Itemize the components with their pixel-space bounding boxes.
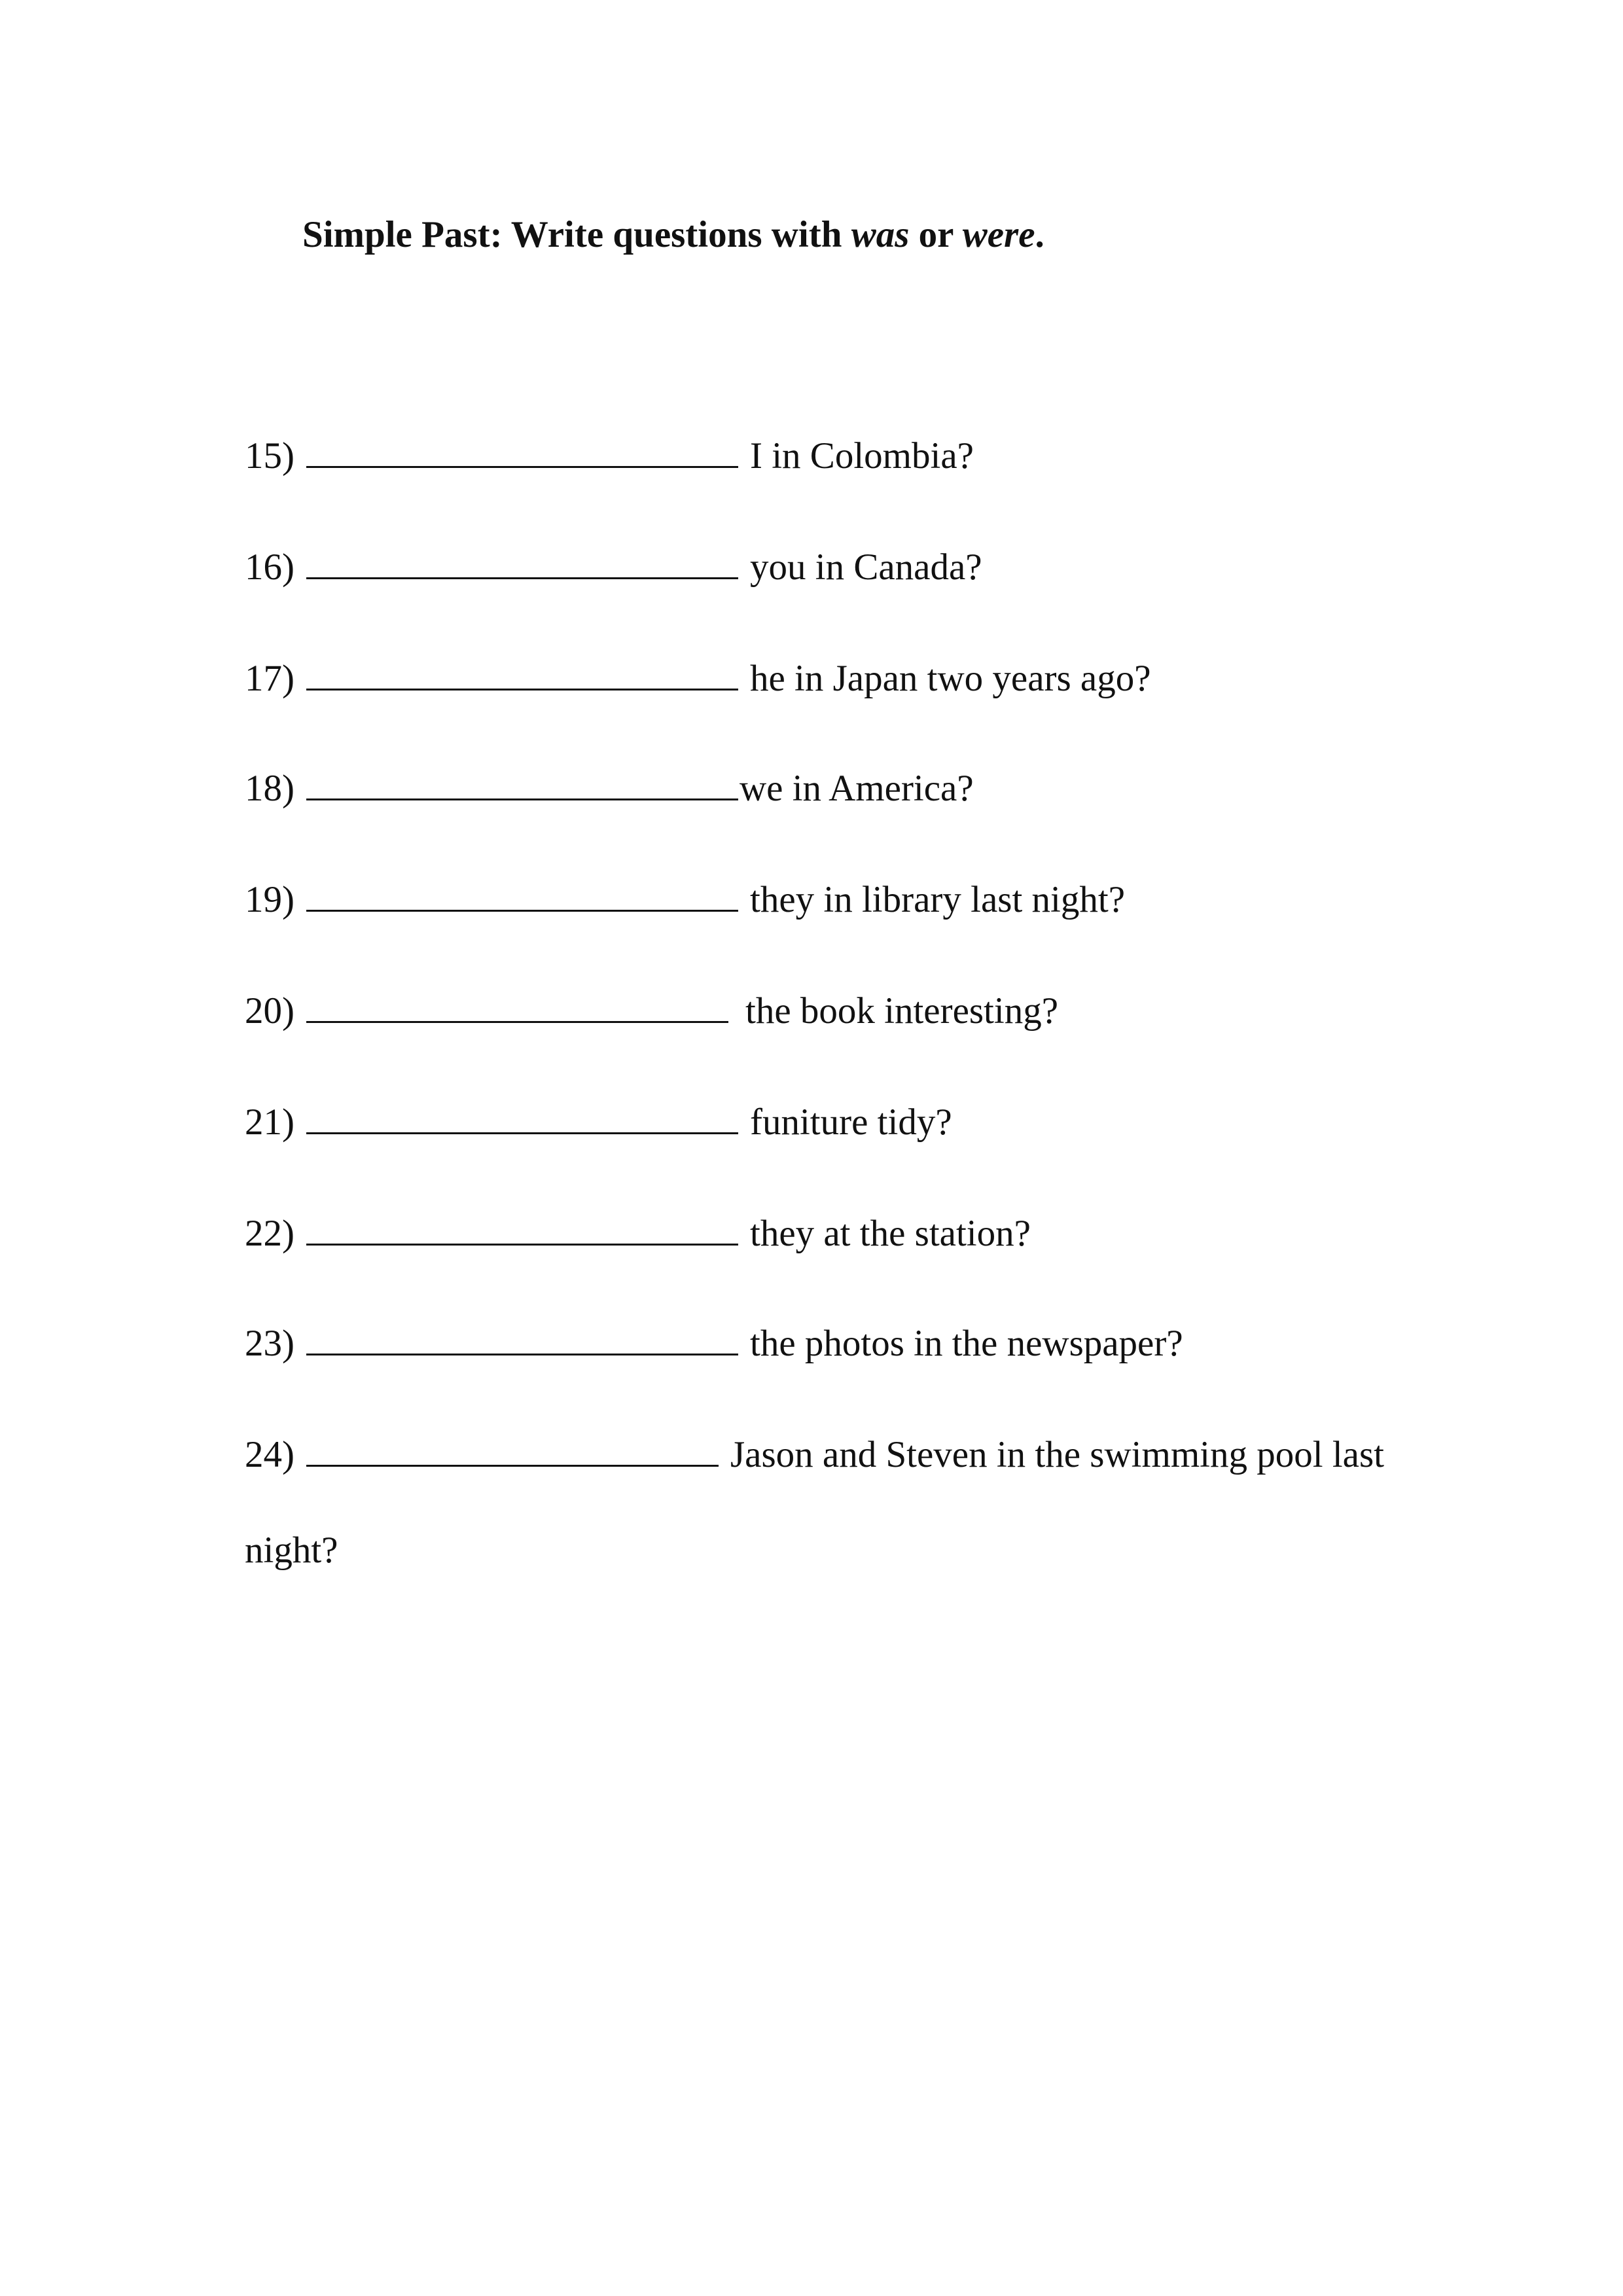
question-24-continuation: night?	[245, 1530, 338, 1571]
question-text: I in Colombia?	[749, 435, 974, 476]
answer-blank[interactable]	[306, 1132, 738, 1134]
answer-blank[interactable]	[306, 798, 738, 800]
question-text: you in Canada?	[749, 547, 982, 588]
question-number: 18)	[245, 768, 294, 809]
answer-blank[interactable]	[306, 689, 738, 691]
question-number: 16)	[245, 547, 294, 588]
title-suffix: .	[1035, 214, 1044, 255]
answer-blank[interactable]	[306, 466, 738, 468]
question-20	[245, 992, 1058, 1030]
question-number: 17)	[245, 658, 294, 699]
question-number: 23)	[245, 1323, 294, 1364]
question-text: funiture tidy?	[749, 1102, 952, 1143]
answer-blank[interactable]	[306, 1021, 728, 1023]
question-number: 22)	[245, 1213, 294, 1254]
question-text: the photos in the newspaper?	[749, 1323, 1183, 1364]
page-title	[302, 216, 1044, 253]
title-prefix: Simple Past: Write questions with	[302, 214, 851, 255]
answer-blank[interactable]	[306, 910, 738, 912]
question-text: Jason and Steven in the swimming pool last	[730, 1434, 1384, 1475]
question-19	[245, 881, 1125, 918]
question-number: 20)	[245, 990, 294, 1031]
question-23	[245, 1325, 1183, 1362]
question-text: they at the station?	[749, 1213, 1031, 1254]
question-number: 24)	[245, 1434, 294, 1475]
question-text: he in Japan two years ago?	[749, 658, 1151, 699]
answer-blank[interactable]	[306, 1354, 738, 1355]
title-word-were: were	[962, 214, 1035, 255]
title-word-was: was	[851, 214, 910, 255]
question-16	[245, 548, 982, 586]
question-22	[245, 1215, 1031, 1252]
question-text: they in library last night?	[749, 879, 1126, 920]
question-17	[245, 660, 1151, 697]
question-24	[245, 1436, 1384, 1473]
answer-blank[interactable]	[306, 577, 738, 579]
answer-blank[interactable]	[306, 1244, 738, 1246]
question-number: 19)	[245, 879, 294, 920]
question-15	[245, 437, 974, 475]
question-number: 21)	[245, 1102, 294, 1143]
question-18	[245, 770, 974, 807]
title-middle: or	[909, 214, 963, 255]
question-text: the book interesting?	[745, 990, 1059, 1031]
question-text: we in America?	[739, 768, 974, 809]
answer-blank[interactable]	[306, 1465, 719, 1467]
question-21	[245, 1103, 952, 1141]
question-number: 15)	[245, 435, 294, 476]
